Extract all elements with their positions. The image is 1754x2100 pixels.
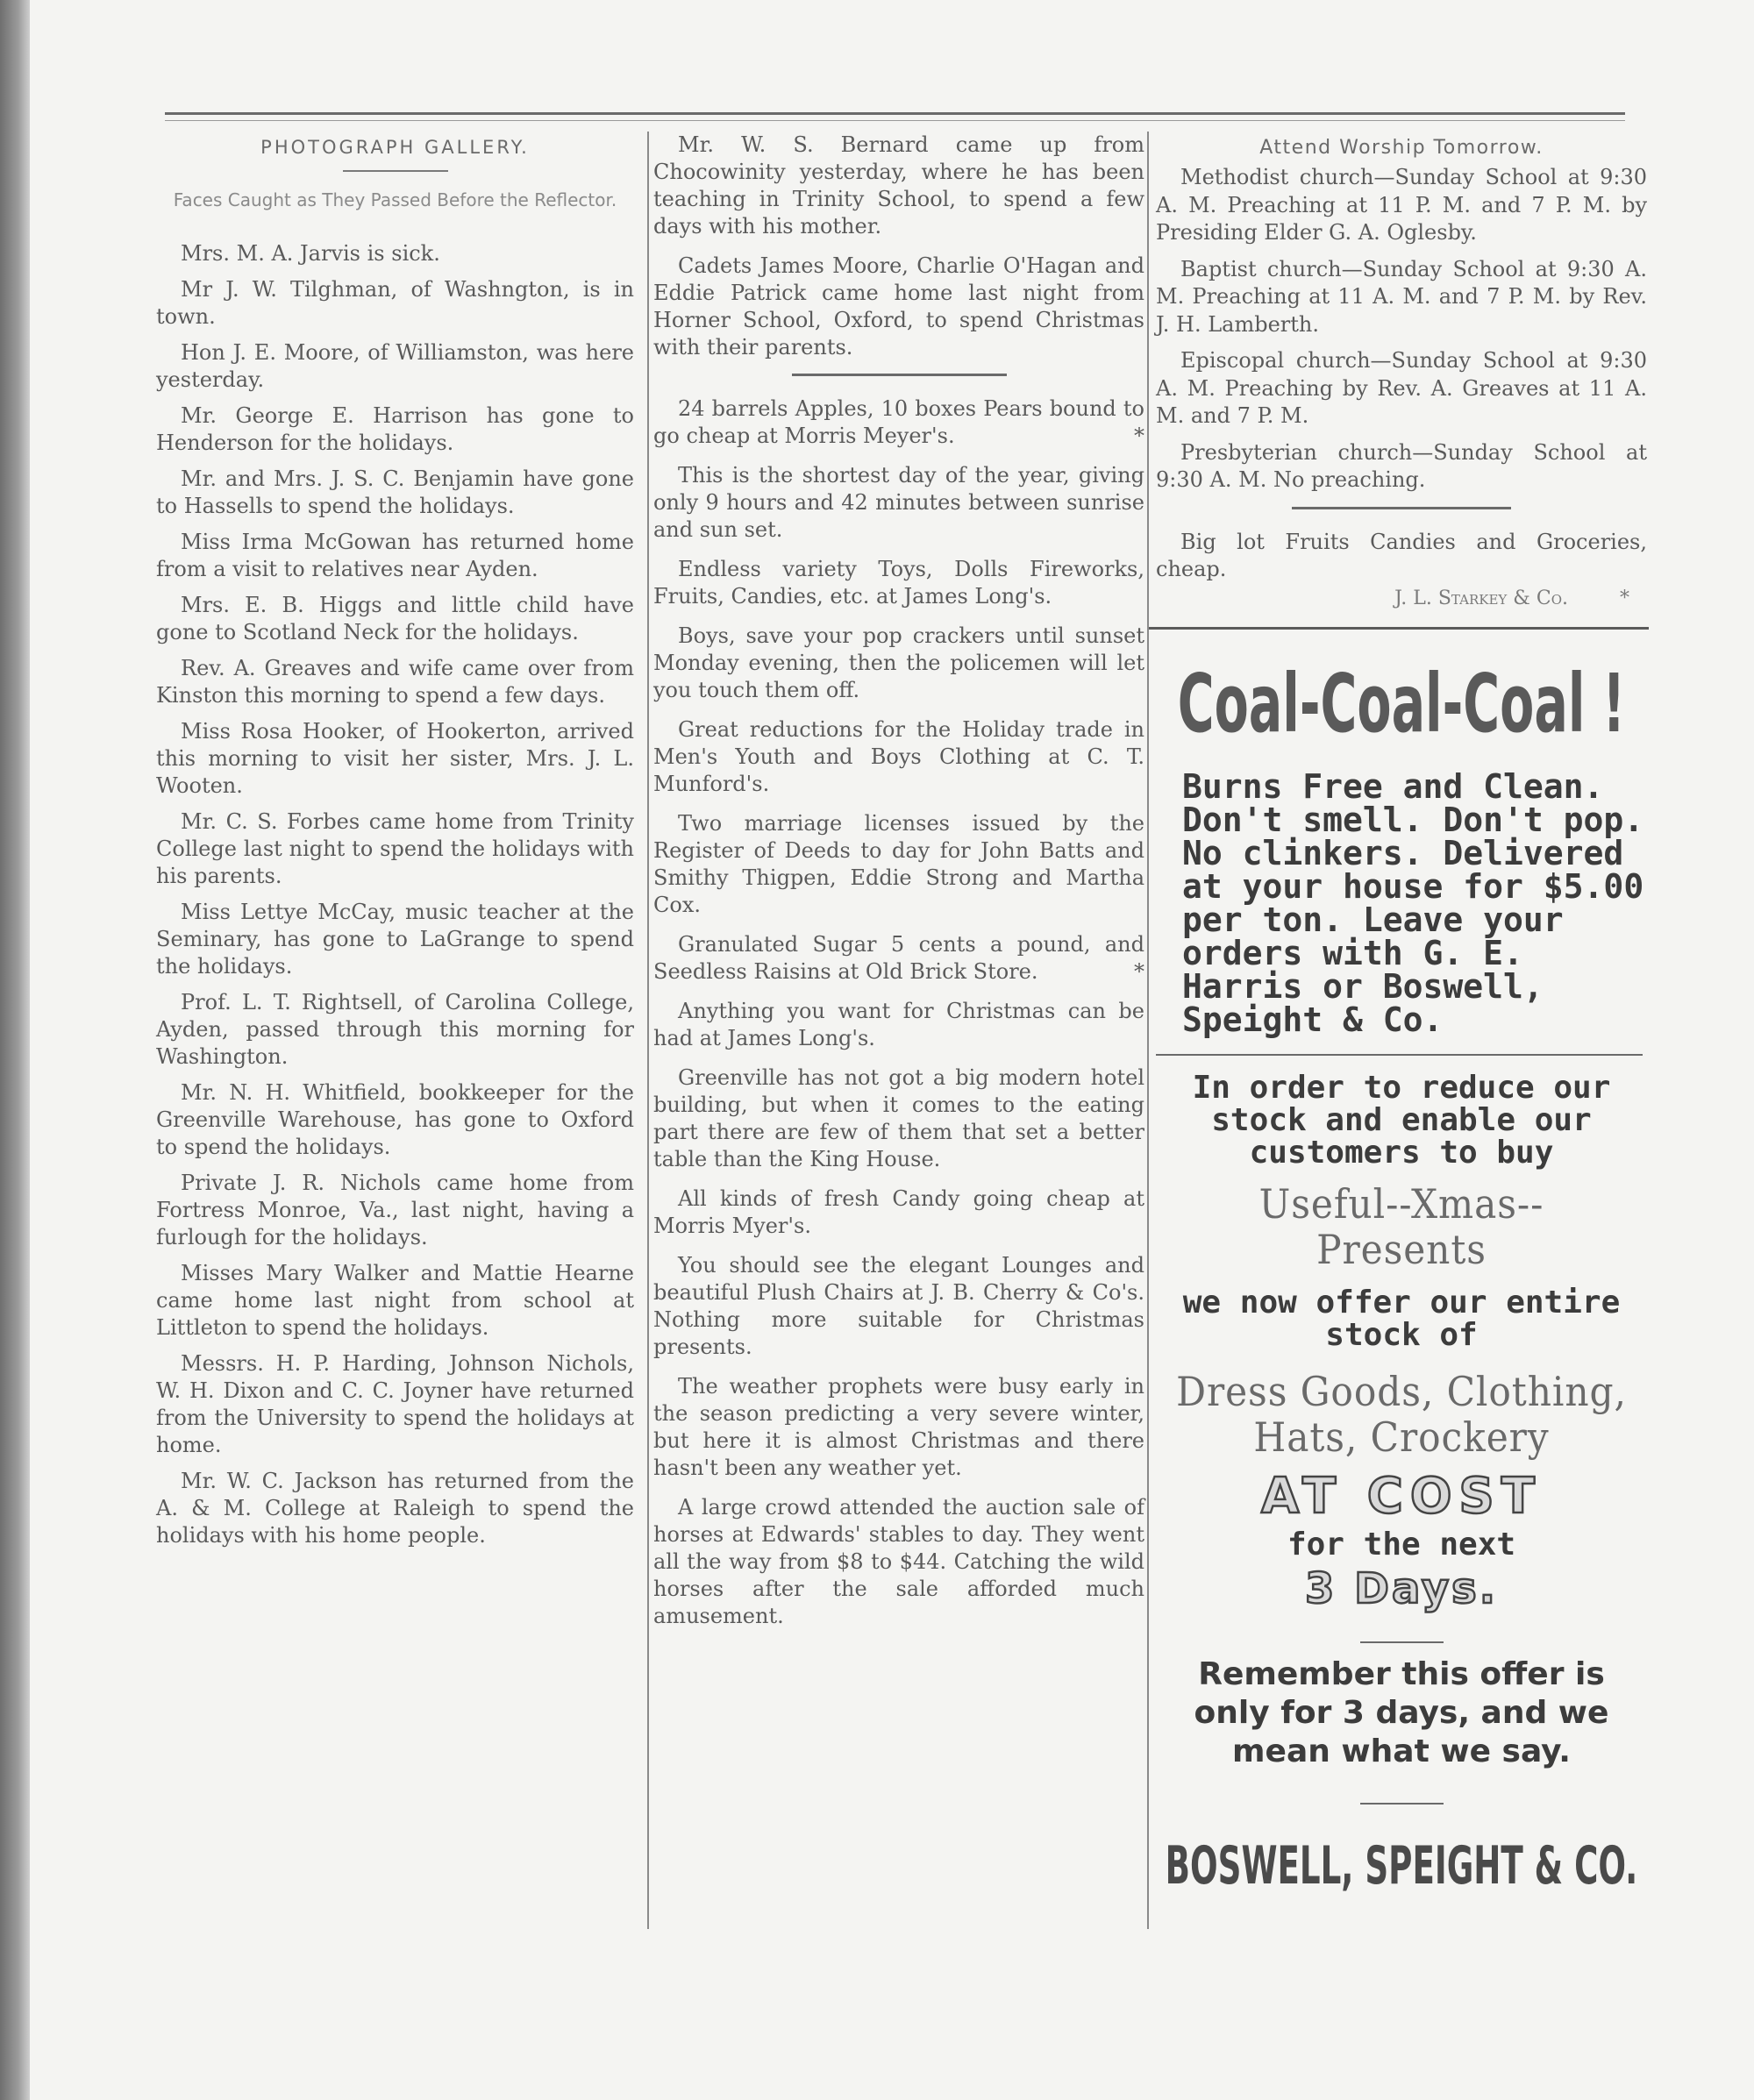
- ad-star: *: [1134, 959, 1144, 984]
- news-item-text: Granulated Sugar 5 cents a pound, and Seedless Raisins at Old Brick Store.: [653, 932, 1144, 984]
- news-item-text: Miss Lettye McCay, music teacher at the Seminary, has gone to LaGrange to spend the holidays.: [156, 900, 634, 979]
- ad-rule-top: [1149, 627, 1649, 630]
- news-item: [653, 716, 1144, 798]
- news-item: [156, 276, 634, 331]
- news-item: [653, 1252, 1144, 1361]
- news-item: [1156, 164, 1647, 247]
- news-item: [653, 810, 1144, 919]
- news-item-text: Episcopal church—Sunday School at 9:30 A. M. Preaching by Rev. A. Greaves at 11 A. M. and 7 P. M.: [1156, 348, 1647, 428]
- news-item: [156, 466, 634, 520]
- news-item: [653, 1373, 1144, 1482]
- news-item-text: Prof. L. T. Rightsell, of Carolina College, Ayden, passed through this morning for Washington.: [156, 990, 634, 1069]
- news-item-text: Private J. R. Nichols came home from Fortress Monroe, Va., last night, having a furlough for the holidays.: [156, 1171, 634, 1249]
- news-item-text: Miss Rosa Hooker, of Hookerton, arrived this morning to visit her sister, Mrs. J. L. Wooten.: [156, 719, 634, 798]
- news-item: [653, 1494, 1144, 1630]
- news-item-text: Two marriage licenses issued by the Register of Deeds to day for John Batts and Smithy Thigpen, Eddie Strong and Martha Cox.: [653, 811, 1144, 917]
- page-edge-shadow: [0, 0, 30, 2100]
- coal-ad: [1156, 656, 1665, 1039]
- news-item-text: Anything you want for Christmas can be had at James Long's.: [653, 999, 1144, 1050]
- news-item-text: All kinds of fresh Candy going cheap at Morris Myer's.: [653, 1186, 1144, 1238]
- news-item-text: Mr. George E. Harrison has gone to Henderson for the holidays.: [156, 403, 634, 455]
- coal-ad-body: Burns Free and Clean. Don't smell. Don't pop. No clinkers. Delivered at your house for $5.00 per ton. Leave your orders with G. E. Harris or Boswell, Speight & Co.: [1182, 766, 1665, 1039]
- news-item: [653, 931, 1144, 986]
- fruit-notice: [1156, 529, 1647, 584]
- personal-items-list: [653, 132, 1144, 361]
- news-item-text: You should see the elegant Lounges and beautiful Plush Chairs at J. B. Cherry & Co's. Nothing more suitable for Christmas presents.: [653, 1253, 1144, 1359]
- masthead-rule: [165, 112, 1625, 115]
- fruit-signature-line: [1156, 587, 1647, 609]
- sale-offer: we now offer our entire stock of: [1182, 1284, 1639, 1353]
- news-item-text: This is the shortest day of the year, giving only 9 hours and 42 minutes between sunrise and sun set.: [653, 463, 1144, 542]
- news-item: [156, 718, 634, 800]
- news-item: [653, 462, 1144, 544]
- news-item: [156, 1350, 634, 1459]
- fruit-notice-text: Big lot Fruits Candies and Groceries, cheap.: [1156, 529, 1647, 581]
- ad-star: *: [1134, 424, 1144, 448]
- local-items-list: [156, 240, 634, 1549]
- news-item-text: Hon J. E. Moore, of Williamston, was here yesterday.: [156, 340, 634, 392]
- firm-rule: [1360, 1803, 1444, 1805]
- fruit-signature: J. L. Starkey & Co.: [1394, 587, 1568, 609]
- coal-ad-title: Coal-Coal-Coal !: [1177, 656, 1626, 751]
- news-item-text: Cadets James Moore, Charlie O'Hagan and Eddie Patrick came home last night from Horner School, Oxford, to spend Christmas with their parents.: [653, 253, 1144, 359]
- news-item-text: Miss Irma McGowan has returned home from a visit to relatives near Ayden.: [156, 530, 634, 581]
- news-item-text: Misses Mary Walker and Mattie Hearne came home last night from school at Littleton to spend the holidays.: [156, 1261, 634, 1340]
- news-item: [1156, 439, 1647, 495]
- news-item-text: Mr J. W. Tilghman, of Washngton, is in town.: [156, 277, 634, 329]
- news-item-text: Mr. W. C. Jackson has returned from the A. & M. College at Raleigh to spend the holidays with his home people.: [156, 1469, 634, 1548]
- column-rule-2: [1147, 132, 1149, 1929]
- sale-intro: In order to reduce our stock and enable our customers to buy: [1192, 1069, 1630, 1171]
- news-item: [653, 1064, 1144, 1173]
- news-item-text: Presbyterian church—Sunday School at 9:30 A. M. No preaching.: [1156, 439, 1647, 492]
- news-item-text: Messrs. H. P. Harding, Johnson Nichols, W. H. Dixon and C. C. Joyner have returned from the University to spend the holidays at home.: [156, 1351, 634, 1457]
- column-subheading: Faces Caught as They Passed Before the Reflector.: [173, 189, 617, 210]
- news-item-text: Mrs. E. B. Higgs and little child have gone to Scotland Neck for the holidays.: [156, 593, 634, 644]
- news-item: [156, 1260, 634, 1342]
- news-item-text: Mrs. M. A. Jarvis is sick.: [181, 241, 440, 266]
- notice-items-list: [653, 395, 1144, 1630]
- firm-name: BOSWELL, SPEIGHT & CO.: [1165, 1834, 1638, 1897]
- news-item: [156, 339, 634, 394]
- news-item: [156, 1468, 634, 1549]
- column-rule-1: [647, 132, 649, 1929]
- news-item: [156, 402, 634, 457]
- section-rule: [792, 374, 1007, 376]
- sale-goods-1: Dress Goods, Clothing,: [1176, 1367, 1627, 1415]
- sale-useful: Useful--Xmas--Presents: [1258, 1179, 1544, 1273]
- news-item: [156, 808, 634, 890]
- sale-at-cost: AT COST: [1261, 1467, 1542, 1525]
- news-item: [653, 556, 1144, 610]
- news-item-text: Rev. A. Greaves and wife came over from Kinston this morning to spend a few days.: [156, 656, 634, 708]
- news-item: [156, 655, 634, 709]
- ad-rule-middle: [1156, 1054, 1643, 1056]
- news-item-text: Methodist church—Sunday School at 9:30 A. M. Preaching at 11 P. M. and 7 P. M. by Presiding Elder G. A. Oglesby.: [1156, 165, 1647, 245]
- column-local-news: [156, 132, 634, 1558]
- news-item: [156, 899, 634, 980]
- news-item-text: Mr. W. S. Bernard came up from Chocowinity yesterday, where he has been teaching in Trinity School, to spend a few days with his mother.: [653, 132, 1144, 238]
- news-item: [653, 623, 1144, 704]
- sale-ad: [1156, 1071, 1647, 1901]
- column-worship-ads: [1156, 132, 1665, 1901]
- sale-days: 3 Days.: [1305, 1563, 1498, 1613]
- worship-heading: Attend Worship Tomorrow.: [1259, 137, 1544, 159]
- worship-rule: [1292, 507, 1511, 509]
- sale-for-next: for the next: [1287, 1526, 1516, 1563]
- sale-remember: Remember this offer is only for 3 days, and we mean what we say.: [1194, 1655, 1609, 1769]
- news-item-text: Mr. and Mrs. J. S. C. Benjamin have gone to Hassells to spend the holidays.: [156, 466, 634, 518]
- news-item: [653, 132, 1144, 240]
- news-item: [653, 395, 1144, 450]
- news-item-text: Greenville has not got a big modern hotel building, but when it comes to the eating part there are few of them that set a better table than the King House.: [653, 1065, 1144, 1171]
- news-item-text: The weather prophets were busy early in the season predicting a very severe winter, but here it is almost Christmas and there hasn't been any weather yet.: [653, 1374, 1144, 1480]
- news-item-text: Mr. C. S. Forbes came home from Trinity College last night to spend the holidays with his parents.: [156, 809, 634, 888]
- sale-goods-2: Hats, Crockery: [1253, 1413, 1550, 1461]
- news-item: [1156, 347, 1647, 431]
- news-item: [156, 989, 634, 1071]
- column-heading: PHOTOGRAPH GALLERY.: [260, 137, 530, 158]
- news-item: [653, 253, 1144, 361]
- news-item: [653, 1185, 1144, 1240]
- news-item: [156, 1170, 634, 1251]
- fruit-star: *: [1620, 587, 1629, 609]
- church-list: [1156, 164, 1647, 495]
- news-item: [1156, 256, 1647, 339]
- news-item-text: Endless variety Toys, Dolls Fireworks, Fruits, Candies, etc. at James Long's.: [653, 557, 1144, 609]
- news-item: [156, 592, 634, 646]
- news-item-text: Mr. N. H. Whitfield, bookkeeper for the Greenville Warehouse, has gone to Oxford to spend the holidays.: [156, 1080, 634, 1159]
- news-item-text: 24 barrels Apples, 10 boxes Pears bound to go cheap at Morris Meyer's.: [653, 396, 1144, 448]
- news-item-text: Boys, save your pop crackers until sunset Monday evening, then the policemen will let you touch them off.: [653, 623, 1144, 702]
- news-item: [156, 240, 634, 267]
- news-item: [156, 1079, 634, 1161]
- column-notices: [653, 132, 1144, 1642]
- news-item-text: Great reductions for the Holiday trade in Men's Youth and Boys Clothing at C. T. Munford's.: [653, 717, 1144, 796]
- heading-rule: [343, 170, 448, 172]
- news-item-text: A large crowd attended the auction sale of horses at Edwards' stables to day. They went all the way from $8 to $44. Catching the wild horses after the sale afforded much amusement.: [653, 1495, 1144, 1628]
- news-item-text: Baptist church—Sunday School at 9:30 A. M. Preaching at 11 A. M. and 7 P. M. by Rev. J. H. Lamberth.: [1156, 256, 1647, 337]
- news-item: [653, 998, 1144, 1052]
- news-item: [156, 529, 634, 583]
- sale-rule: [1360, 1641, 1444, 1643]
